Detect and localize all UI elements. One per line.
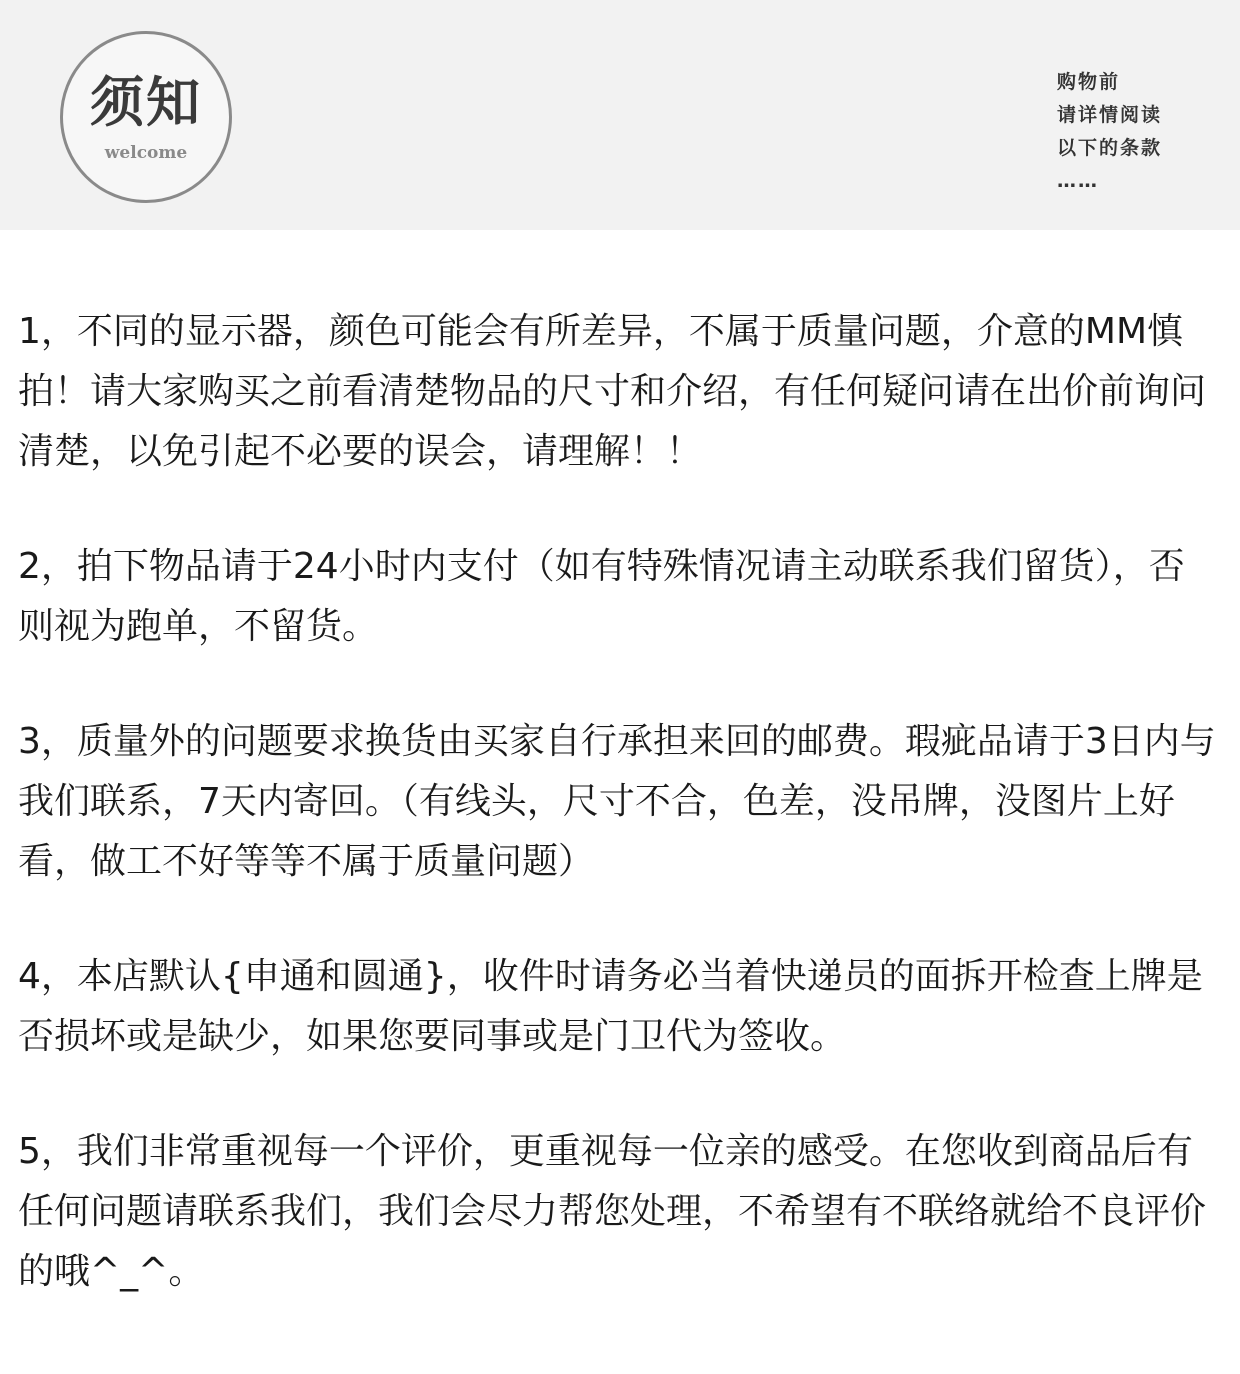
side-note-line: 请详情阅读 bbox=[1057, 104, 1163, 126]
term-paragraph-3: 3，质量外的问题要求换货由买家自行承担来回的邮费。瑕疵品请于3日内与我们联系，7天内寄回。（有线头，尺寸不合，色差，没吊牌，没图片上好看，做工不好等等不属于质量问题） bbox=[18, 721, 1216, 882]
header-banner bbox=[0, 0, 1240, 230]
term-paragraph-1: 1，不同的显示器，颜色可能会有所差异，不属于质量问题，介意的MM慎拍！请大家购买之前看清楚物品的尺寸和介绍，有任何疑问请在出价前询问清楚，以免引起不必要的误会，请理解！！ bbox=[18, 311, 1207, 472]
side-note-line: 以下的条款 bbox=[1057, 137, 1163, 159]
badge-title: 须知 bbox=[90, 70, 202, 134]
term-paragraph-2: 2，拍下物品请于24小时内支付（如有特殊情况请主动联系我们留货），否则视为跑单，不留货。 bbox=[18, 546, 1185, 647]
term-paragraph-5: 5，我们非常重视每一个评价，更重视每一位亲的感受。在您收到商品后有任何问题请联系我们，我们会尽力帮您处理，不希望有不联络就给不良评价的哦^_^。 bbox=[18, 1131, 1207, 1292]
side-note bbox=[1057, 66, 1227, 198]
notice-badge bbox=[60, 31, 232, 203]
terms-content bbox=[18, 302, 1218, 1357]
side-note-line: …… bbox=[1057, 170, 1099, 192]
term-paragraph-4: 4，本店默认{申通和圆通}，收件时请务必当着快递员的面拆开检查上牌是否损坏或是缺少，如果您要同事或是门卫代为签收。 bbox=[18, 956, 1203, 1057]
side-note-line: 购物前 bbox=[1057, 71, 1121, 93]
badge-subtitle: welcome bbox=[104, 143, 188, 163]
